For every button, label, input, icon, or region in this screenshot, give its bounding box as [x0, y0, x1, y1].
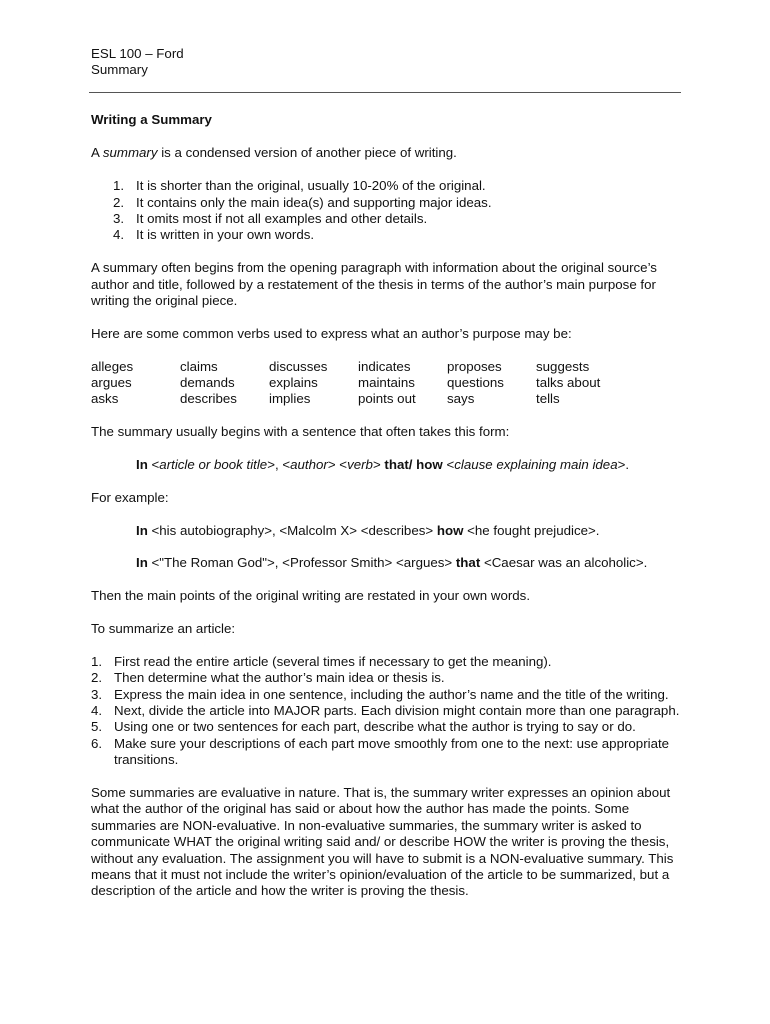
form-intro: The summary usually begins with a sentence that often takes this form: [91, 424, 510, 440]
list-item: 1. First read the entire article (several times if necessary to get the meaning). [91, 653, 552, 669]
verb-cell: says [447, 391, 475, 407]
restated-paragraph: Then the main points of the original writing are restated in your own words. [91, 588, 531, 604]
list-item: 4. It is written in your own words. [113, 227, 315, 243]
example-label: For example: [91, 489, 169, 505]
verb-cell: tells [536, 391, 560, 407]
steps-intro: To summarize an article: [91, 621, 236, 637]
evaluative-paragraph: Some summaries are evaluative in nature. That is, the summary writer expresses an opinion about what the author of the original has said or about how the author has made the points. Some summaries are NON-evaluative. In non-evaluative summaries, the summary writer is asked to communicate WHAT the original writing said and/ or describe HOW the writer is proving the thesis, without any evaluation. The assignment you will have to submit is a NON-evaluative summary. This means that it must not include the writer’s opinion/evaluation of the article to be summarized, but a description of the article and how the writer is proving the thesis. [91, 785, 674, 899]
form-template: In <article or book title>, <author> <verb> that/ how <clause explaining main idea>. [136, 457, 630, 473]
verb-cell: describes [180, 391, 237, 407]
document-body [91, 112, 691, 916]
list-item: 4. Next, divide the article into MAJOR parts. Each division might contain more than one paragraph. [91, 703, 680, 719]
steps-list [91, 654, 691, 769]
list-item: 3. Express the main idea in one sentence, including the author’s name and the title of the writing. [91, 686, 669, 702]
list-item: 5. Using one or two sentences for each part, describe what the author is trying to say or do. [91, 719, 636, 735]
list-item: 2. It contains only the main idea(s) and supporting major ideas. [113, 194, 492, 210]
verb-cell: explains [269, 375, 318, 391]
verb-cell: suggests [536, 358, 590, 374]
opening-paragraph: A summary often begins from the opening paragraph with information about the original source’s author and title, followed by a restatement of the thesis in terms of the author’s main purpose for writing the original piece. [91, 260, 657, 309]
course-label: ESL 100 – Ford [91, 46, 184, 61]
verb-cell: questions [447, 375, 504, 391]
example-two: In <"The Roman God">, <Professor Smith> <argues> that <Caesar was an alcoholic>. [136, 555, 648, 571]
list-item: 3. It omits most if not all examples and other details. [113, 211, 428, 227]
example-one: In <his autobiography>, <Malcolm X> <describes> how <he fought prejudice>. [136, 522, 600, 538]
header-divider [89, 92, 681, 93]
list-item: 2. Then determine what the author’s main idea or thesis is. [91, 670, 445, 686]
verb-cell: talks about [536, 375, 601, 391]
list-item: 1. It is shorter than the original, usually 10-20% of the original. [113, 178, 486, 194]
verb-cell: asks [91, 391, 119, 407]
definition-paragraph: A summary is a condensed version of another piece of writing. [91, 145, 457, 161]
summary-features-list [91, 178, 691, 244]
verb-cell: implies [269, 391, 311, 407]
verb-cell: alleges [91, 358, 134, 374]
page-title: Writing a Summary [91, 112, 212, 127]
verb-cell: argues [91, 375, 132, 391]
doc-label: Summary [91, 62, 148, 77]
verb-cell: demands [180, 375, 235, 391]
verb-cell: maintains [358, 375, 415, 391]
verb-cell: discusses [269, 358, 328, 374]
verbs-intro: Here are some common verbs used to express what an author’s purpose may be: [91, 325, 572, 341]
list-item: 6. Make sure your descriptions of each part move smoothly from one to the next: use appropriate transitions. [91, 735, 670, 768]
page-header [91, 46, 184, 78]
verb-cell: points out [358, 391, 416, 407]
verb-table [91, 359, 691, 408]
verb-cell: proposes [447, 358, 502, 374]
verb-cell: claims [180, 358, 218, 374]
verb-cell: indicates [358, 358, 411, 374]
